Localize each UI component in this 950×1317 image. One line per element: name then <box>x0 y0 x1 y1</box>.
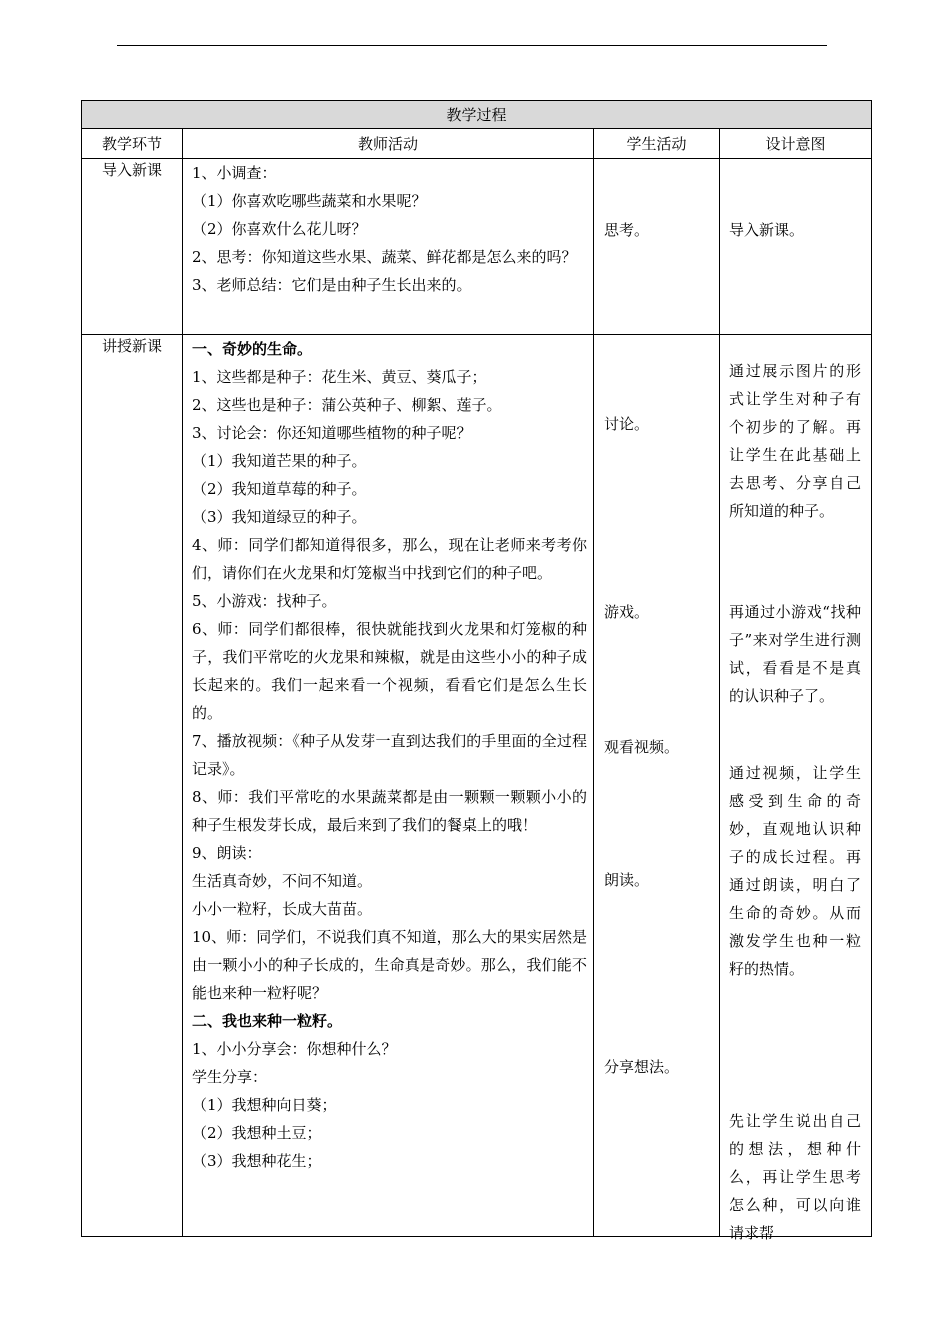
teacher-line: 1、小调查： <box>192 164 277 182</box>
header-student-activity: 学生活动 <box>594 129 720 159</box>
header-stage: 教学环节 <box>82 129 183 159</box>
teacher-activity-lesson <box>183 335 594 1237</box>
header-rule <box>117 45 827 46</box>
teacher-line: （3）我想种花生； <box>192 1152 322 1170</box>
student-activity-text: 思考。 <box>604 221 650 239</box>
student-activity-intro <box>594 159 720 335</box>
teacher-line: （2）你喜欢什么花儿呀？ <box>192 220 367 238</box>
section-label-lesson: 讲授新课 <box>82 335 183 1237</box>
teacher-line: （2）我知道草莓的种子。 <box>192 480 367 498</box>
teacher-line: 7、播放视频：《种子从发芽一直到达我们的手里面的全过程记录》。 <box>192 732 587 778</box>
design-intent-intro <box>720 159 872 335</box>
table-title: 教学过程 <box>82 101 872 129</box>
teaching-process-table <box>81 100 872 1242</box>
teacher-line: 10、师：同学们，不说我们真不知道，那么大的果实居然是由一颗小小的种子长成的，生命真是奇妙。那么，我们能不能也来种一粒籽呢？ <box>192 928 587 1002</box>
design-intent-lesson <box>720 335 872 1242</box>
teacher-line: 2、思考：你知道这些水果、蔬菜、鲜花都是怎么来的吗？ <box>192 248 577 266</box>
design-intent-text: 通过视频，让学生感受到生命的奇妙，直观地认识种子的成长过程。再通过朗读，明白了生命的奇妙。从而激发学生也种一粒籽的热情。 <box>729 764 861 978</box>
student-activity-text: 观看视频。 <box>604 738 680 756</box>
design-intent-text: 先让学生说出自己的想法，想种什么，再让学生思考怎么种，可以向谁请求帮 <box>729 1112 861 1242</box>
design-intent-text: 通过展示图片的形式让学生对种子有个初步的了解。再让学生在此基础上去思考、分享自己所知道的种子。 <box>729 362 861 520</box>
teacher-line: 9、朗读： <box>192 844 262 862</box>
teacher-line: 2、这些也是种子：蒲公英种子、柳絮、莲子。 <box>192 396 502 414</box>
teacher-line: 6、师：同学们都很棒，很快就能找到火龙果和灯笼椒的种子，我们平常吃的火龙果和辣椒，就是由这些小小的种子成长起来的。我们一起来看一个视频，看看它们是怎么生长的。 <box>192 620 587 722</box>
student-activity-text: 分享想法。 <box>604 1058 680 1076</box>
teacher-line: 1、这些都是种子：花生米、黄豆、葵瓜子； <box>192 368 487 386</box>
teacher-line: 5、小游戏：找种子。 <box>192 592 337 610</box>
design-intent-text: 导入新课。 <box>729 221 805 239</box>
teacher-line: 学生分享： <box>192 1068 268 1086</box>
header-design-intent: 设计意图 <box>720 129 872 159</box>
teacher-line: 4、师：同学们都知道得很多，那么，现在让老师来考考你们，请你们在火龙果和灯笼椒当中找到它们的种子吧。 <box>192 536 587 582</box>
student-activity-text: 朗读。 <box>604 871 650 889</box>
subsection-heading: 一、奇妙的生命。 <box>192 340 313 358</box>
table-row-lesson <box>82 335 872 1237</box>
teacher-line: 1、小小分享会：你想种什么？ <box>192 1040 397 1058</box>
teacher-activity-intro <box>183 159 594 335</box>
design-intent-text: 再通过小游戏“找种子”来对学生进行测试，看看是不是真的认识种子了。 <box>729 603 861 705</box>
poem-line: 小小一粒籽，长成大苗苗。 <box>192 900 373 918</box>
teacher-line: （2）我想种土豆； <box>192 1124 322 1142</box>
header-teacher-activity: 教师活动 <box>183 129 594 159</box>
student-activity-text: 讨论。 <box>604 415 650 433</box>
teacher-line: （1）我想种向日葵； <box>192 1096 337 1114</box>
subsection-heading: 二、我也来种一粒籽。 <box>192 1012 343 1030</box>
teacher-line: 3、老师总结：它们是由种子生长出来的。 <box>192 276 472 294</box>
teacher-line: 8、师：我们平常吃的水果蔬菜都是由一颗颗一颗颗小小的种子生根发芽长成，最后来到了我们的餐桌上的哦！ <box>192 788 587 834</box>
teacher-line: 3、讨论会：你还知道哪些植物的种子呢？ <box>192 424 472 442</box>
teacher-line: （3）我知道绿豆的种子。 <box>192 508 367 526</box>
teacher-line: （1）我知道芒果的种子。 <box>192 452 367 470</box>
student-activity-lesson <box>594 335 720 1237</box>
section-label-intro: 导入新课 <box>82 159 183 335</box>
table-row-intro <box>82 159 872 335</box>
teacher-line: （1）你喜欢吃哪些蔬菜和水果呢？ <box>192 192 427 210</box>
poem-line: 生活真奇妙，不问不知道。 <box>192 872 373 890</box>
student-activity-text: 游戏。 <box>604 603 650 621</box>
